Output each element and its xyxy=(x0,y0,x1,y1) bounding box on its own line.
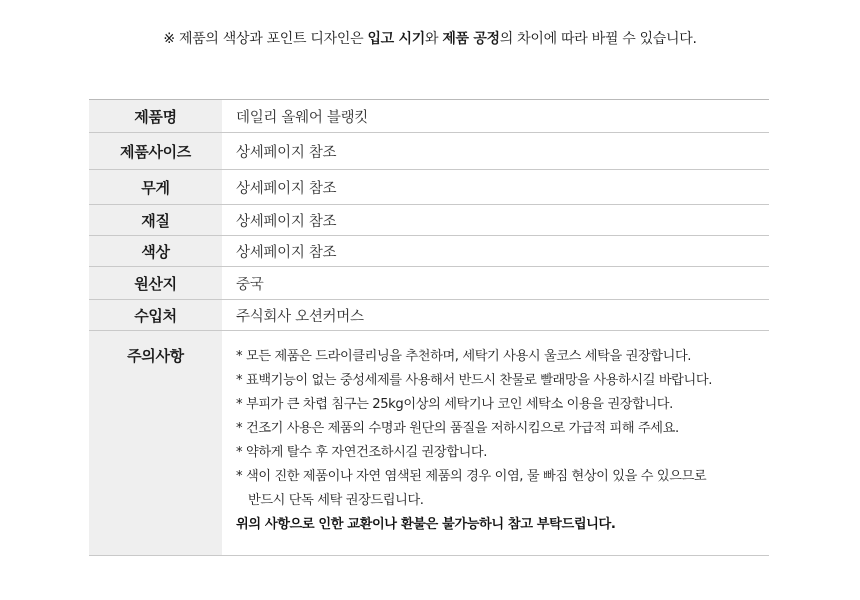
spec-row-product-name xyxy=(89,100,769,133)
spec-row-care-instructions xyxy=(89,331,769,556)
spec-label: 재질 xyxy=(89,205,222,236)
notice-bold-production-process: 제품 공정 xyxy=(442,31,500,47)
care-line: * 표백기능이 없는 중성세제를 사용해서 반드시 찬물로 빨래망을 사용하시길 바랍니다. xyxy=(236,373,712,388)
spec-label: 원산지 xyxy=(89,267,222,300)
spec-value: 상세페이지 참조 xyxy=(222,170,769,205)
spec-row-product-size xyxy=(89,133,769,170)
spec-row-importer xyxy=(89,300,769,331)
care-line: * 모든 제품은 드라이클리닝을 추천하며, 세탁기 사용시 울코스 세탁을 권장합니다. xyxy=(236,349,692,364)
color-design-notice xyxy=(0,28,860,48)
spec-row-origin xyxy=(89,267,769,300)
care-line: * 약하게 탈수 후 자연건조하시길 권장합니다. xyxy=(236,445,488,460)
notice-mid: 와 xyxy=(424,31,443,47)
care-list xyxy=(236,345,769,537)
notice-prefix: ※ 제품의 색상과 포인트 디자인은 xyxy=(163,31,368,47)
spec-value: 중국 xyxy=(222,267,769,300)
spec-label: 제품사이즈 xyxy=(89,133,222,170)
spec-label: 수입처 xyxy=(89,300,222,331)
spec-row-material xyxy=(89,205,769,236)
care-line: * 건조기 사용은 제품의 수명과 원단의 품질을 저하시킴으로 가급적 피해 주세요. xyxy=(236,421,679,436)
care-final-note: 위의 사항으로 인한 교환이나 환불은 불가능하니 참고 부탁드립니다. xyxy=(236,517,616,532)
spec-value: 상세페이지 참조 xyxy=(222,236,769,267)
care-content xyxy=(222,331,769,556)
spec-label: 제품명 xyxy=(89,100,222,133)
spec-label: 색상 xyxy=(89,236,222,267)
spec-value: 데일리 올웨어 블랭킷 xyxy=(222,100,769,133)
spec-value: 상세페이지 참조 xyxy=(222,133,769,170)
spec-label: 무게 xyxy=(89,170,222,205)
spec-value: 상세페이지 참조 xyxy=(222,205,769,236)
notice-suffix: 의 차이에 따라 바뀔 수 있습니다. xyxy=(499,31,697,47)
care-label: 주의사항 xyxy=(89,331,222,556)
notice-bold-intake-period: 입고 시기 xyxy=(367,31,425,47)
care-line: * 부피가 큰 차렵 침구는 25kg이상의 세탁기나 코인 세탁소 이용을 권장합니다. xyxy=(236,397,673,412)
spec-row-weight xyxy=(89,170,769,205)
spec-value: 주식회사 오션커머스 xyxy=(222,300,769,331)
spec-row-color xyxy=(89,236,769,267)
care-line: * 색이 진한 제품이나 자연 염색된 제품의 경우 이염, 물 빠짐 현상이 있을 수 있으므로 xyxy=(236,469,707,484)
care-line: 반드시 단독 세탁 권장드립니다. xyxy=(248,493,424,508)
product-spec-table xyxy=(89,99,769,556)
